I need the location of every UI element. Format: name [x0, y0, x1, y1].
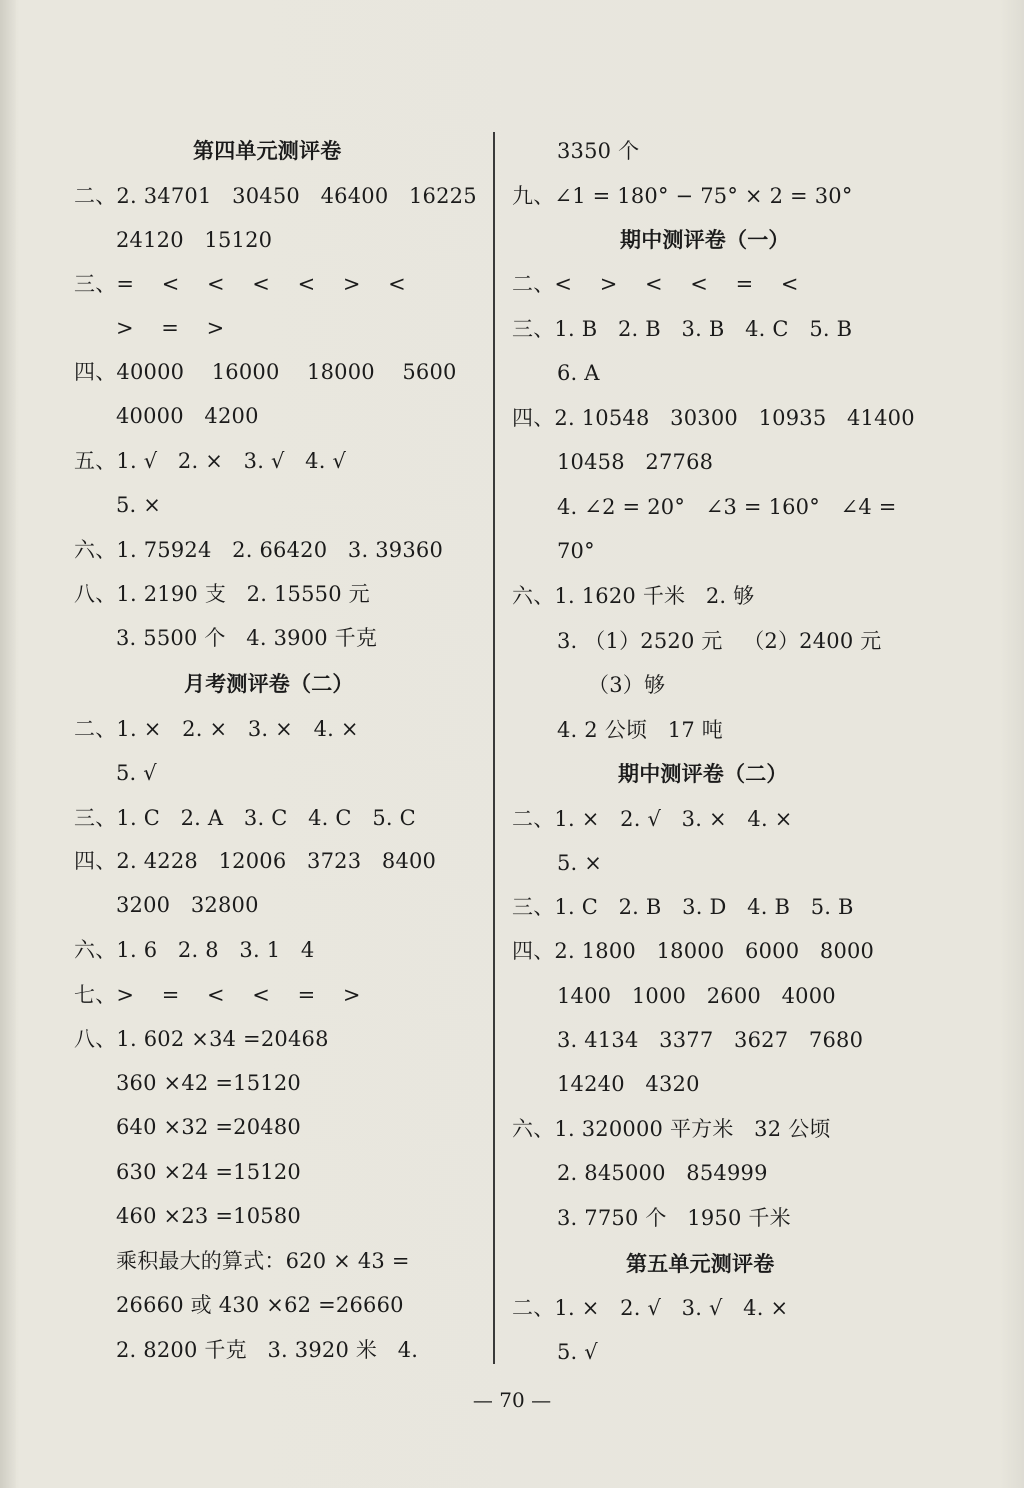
answer-line: 460 ×23 =10580	[116, 1204, 301, 1228]
answer-line: 2. 845000 854999	[557, 1161, 768, 1185]
answer-line: 24120 15120	[116, 228, 273, 252]
answer-line: 三、= < < < < > <	[74, 272, 406, 296]
answer-line: 14240 4320	[557, 1072, 700, 1096]
answer-line: 三、1. C 2. A 3. C 4. C 5. C	[74, 806, 416, 830]
answer-line: 4. 2 公顷 17 吨	[557, 718, 723, 742]
heading-unit4: 第四单元测评卷	[193, 138, 342, 163]
answer-line: 40000 4200	[116, 404, 259, 428]
answer-line: 乘积最大的算式：620 × 43 =	[116, 1249, 410, 1273]
answer-line: 二、1. × 2. √ 3. √ 4. ×	[512, 1296, 789, 1320]
column-divider	[493, 132, 495, 1364]
answer-line: 三、1. C 2. B 3. D 4. B 5. B	[512, 895, 854, 919]
answer-line: 3. 4134 3377 3627 7680	[557, 1028, 864, 1052]
answer-line: 5. √	[116, 761, 157, 785]
answer-line: 5. ×	[557, 851, 603, 875]
answer-line: 四、2. 4228 12006 3723 8400	[74, 849, 437, 873]
answer-line: 八、1. 2190 支 2. 15550 元	[74, 582, 370, 606]
answer-line: 二、2. 34701 30450 46400 16225	[74, 184, 477, 208]
answer-line: 10458 27768	[557, 450, 714, 474]
answer-line: 八、1. 602 ×34 =20468	[74, 1027, 329, 1051]
answer-line: 630 ×24 =15120	[116, 1160, 301, 1184]
answer-line: 九、∠1 = 180° − 75° × 2 = 30°	[512, 184, 853, 208]
heading-unit5: 第五单元测评卷	[626, 1251, 775, 1276]
answer-line: 六、1. 75924 2. 66420 3. 39360	[74, 538, 443, 562]
answer-line: 26660 或 430 ×62 =26660	[116, 1293, 404, 1317]
answer-line: 四、2. 10548 30300 10935 41400	[512, 406, 915, 430]
answer-line: 5. ×	[116, 493, 162, 517]
answer-line: 3. 7750 个 1950 千米	[557, 1206, 791, 1230]
answer-line: 二、1. × 2. √ 3. × 4. ×	[512, 807, 793, 831]
answer-line: 70°	[557, 539, 595, 563]
answer-line: 3350 个	[557, 139, 640, 163]
answer-line: 4. ∠2 = 20° ∠3 = 160° ∠4 =	[557, 495, 897, 519]
answer-line: 二、1. × 2. × 3. × 4. ×	[74, 717, 359, 741]
answer-line: 四、2. 1800 18000 6000 8000	[512, 939, 875, 963]
answer-line: 3. 5500 个 4. 3900 千克	[116, 626, 378, 650]
answer-line: 360 ×42 =15120	[116, 1071, 301, 1095]
answer-line: 1400 1000 2600 4000	[557, 984, 836, 1008]
answer-line: 二、< > < < = <	[512, 272, 799, 296]
answer-line: 六、1. 1620 千米 2. 够	[512, 584, 755, 608]
answer-line: 五、1. √ 2. × 3. √ 4. √	[74, 449, 347, 473]
answer-line: 640 ×32 =20480	[116, 1115, 301, 1139]
answer-line: 六、1. 320000 平方米 32 公顷	[512, 1117, 831, 1141]
heading-monthly-2: 月考测评卷（二）	[184, 671, 354, 696]
answer-line: 2. 8200 千克 3. 3920 米 4.	[116, 1338, 419, 1362]
answer-line: 3200 32800	[116, 893, 259, 917]
page-number: — 70 —	[472, 1388, 552, 1412]
heading-midterm-2: 期中测评卷（二）	[618, 761, 788, 786]
answer-line: 七、> = < < = >	[74, 983, 361, 1007]
answer-line: > = >	[116, 316, 225, 340]
answer-line: 6. A	[557, 361, 600, 385]
heading-midterm-1: 期中测评卷（一）	[620, 227, 790, 252]
answer-line: 5. √	[557, 1340, 598, 1364]
answer-line: （3）够	[588, 673, 666, 697]
answer-line: 三、1. B 2. B 3. B 4. C 5. B	[512, 317, 853, 341]
page-edge	[0, 0, 16, 1488]
answer-line: 四、40000 16000 18000 5600	[74, 360, 457, 384]
answer-line: 六、1. 6 2. 8 3. 1 4	[74, 938, 315, 962]
answer-line: 3. （1）2520 元 （2）2400 元	[557, 629, 882, 653]
